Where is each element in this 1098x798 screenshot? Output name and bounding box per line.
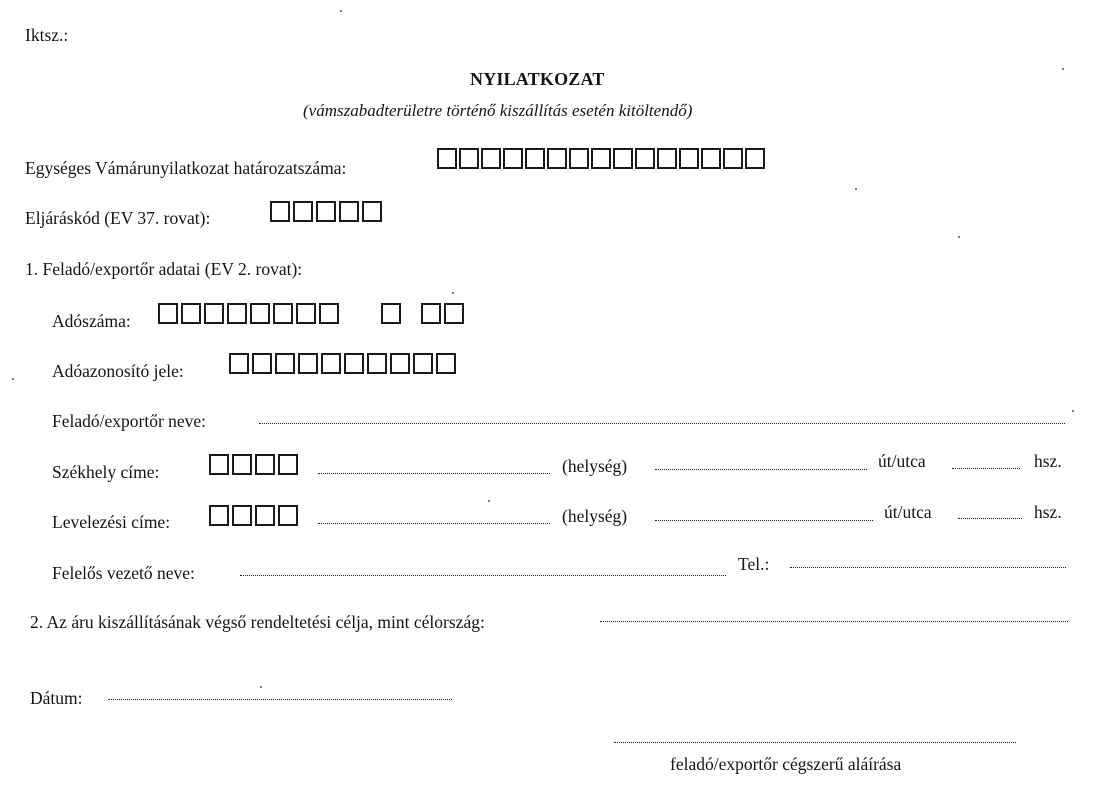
digit-box[interactable] (437, 148, 457, 169)
ev-decision-boxes[interactable] (437, 148, 767, 169)
tax-number-boxes-main[interactable] (158, 303, 342, 324)
date-line[interactable] (108, 697, 452, 700)
iktsz-label: Iktsz.: (25, 25, 69, 45)
procedure-code-label: Eljáráskód (EV 37. rovat): (25, 208, 211, 228)
digit-box[interactable] (569, 148, 589, 169)
digit-box[interactable] (481, 148, 501, 169)
postal-city-label: (helység) (562, 506, 628, 526)
postal-postcode-boxes[interactable] (209, 505, 301, 526)
scan-speck (958, 236, 960, 238)
scan-speck (488, 500, 490, 502)
scan-speck (452, 292, 454, 294)
signature-label: feladó/exportőr cégszerű aláírása (670, 754, 902, 774)
scan-speck (1072, 410, 1074, 412)
digit-box[interactable] (635, 148, 655, 169)
digit-box[interactable] (367, 353, 387, 374)
digit-box[interactable] (278, 454, 298, 475)
hq-postcode-boxes[interactable] (209, 454, 301, 475)
digit-box[interactable] (270, 201, 290, 222)
scan-speck (855, 188, 857, 190)
digit-box[interactable] (723, 148, 743, 169)
digit-box[interactable] (321, 353, 341, 374)
hq-house-number-label: hsz. (1034, 451, 1062, 471)
digit-box[interactable] (413, 353, 433, 374)
digit-box[interactable] (547, 148, 567, 169)
digit-box[interactable] (362, 201, 382, 222)
postal-street-label: út/utca (884, 502, 932, 522)
digit-box[interactable] (181, 303, 201, 324)
hq-city-label: (helység) (562, 456, 628, 476)
section2-label: 2. Az áru kiszállításának végső rendeltetési célja, mint célország: (30, 612, 485, 632)
digit-box[interactable] (296, 303, 316, 324)
phone-line[interactable] (790, 565, 1066, 568)
hq-street-label: út/utca (878, 451, 926, 471)
scan-speck (340, 10, 342, 12)
tax-number-label: Adószáma: (52, 311, 131, 331)
digit-box[interactable] (444, 303, 464, 324)
digit-box[interactable] (701, 148, 721, 169)
tax-number-boxes-region[interactable] (421, 303, 467, 324)
date-label: Dátum: (30, 688, 83, 708)
digit-box[interactable] (298, 353, 318, 374)
sender-name-label: Feladó/exportőr neve: (52, 411, 207, 431)
sender-name-line[interactable] (259, 421, 1065, 424)
digit-box[interactable] (344, 353, 364, 374)
digit-box[interactable] (339, 201, 359, 222)
digit-box[interactable] (250, 303, 270, 324)
signature-line[interactable] (614, 740, 1016, 743)
hq-house-number-line[interactable] (952, 466, 1020, 469)
digit-box[interactable] (436, 353, 456, 374)
postal-street-line[interactable] (655, 518, 873, 521)
digit-box[interactable] (293, 201, 313, 222)
digit-box[interactable] (657, 148, 677, 169)
digit-box[interactable] (381, 303, 401, 324)
digit-box[interactable] (158, 303, 178, 324)
digit-box[interactable] (255, 454, 275, 475)
digit-box[interactable] (319, 303, 339, 324)
scan-speck (12, 378, 14, 380)
hq-street-line[interactable] (655, 467, 867, 470)
tax-id-label: Adóazonosító jele: (52, 361, 184, 381)
digit-box[interactable] (525, 148, 545, 169)
digit-box[interactable] (232, 454, 252, 475)
digit-box[interactable] (459, 148, 479, 169)
digit-box[interactable] (278, 505, 298, 526)
scan-speck (1062, 68, 1064, 70)
postal-city-line[interactable] (318, 521, 550, 524)
digit-box[interactable] (679, 148, 699, 169)
digit-box[interactable] (255, 505, 275, 526)
digit-box[interactable] (227, 303, 247, 324)
digit-box[interactable] (421, 303, 441, 324)
document-subtitle: (vámszabadterületre történő kiszállítás esetén kitöltendő) (303, 101, 693, 120)
section1-label: 1. Feladó/exportőr adatai (EV 2. rovat): (25, 259, 303, 279)
postal-address-label: Levelezési címe: (52, 512, 171, 532)
digit-box[interactable] (591, 148, 611, 169)
digit-box[interactable] (613, 148, 633, 169)
procedure-code-boxes[interactable] (270, 201, 385, 222)
phone-label: Tel.: (738, 554, 770, 574)
digit-box[interactable] (204, 303, 224, 324)
digit-box[interactable] (273, 303, 293, 324)
digit-box[interactable] (209, 454, 229, 475)
destination-country-line[interactable] (600, 619, 1068, 622)
digit-box[interactable] (232, 505, 252, 526)
postal-house-number-label: hsz. (1034, 502, 1062, 522)
tax-number-boxes-vat[interactable] (381, 303, 404, 324)
digit-box[interactable] (503, 148, 523, 169)
hq-address-label: Székhely címe: (52, 462, 160, 482)
digit-box[interactable] (229, 353, 249, 374)
digit-box[interactable] (316, 201, 336, 222)
manager-name-label: Felelős vezető neve: (52, 563, 195, 583)
tax-id-boxes[interactable] (229, 353, 459, 374)
digit-box[interactable] (390, 353, 410, 374)
document-title: NYILATKOZAT (470, 69, 605, 89)
manager-name-line[interactable] (240, 573, 726, 576)
digit-box[interactable] (275, 353, 295, 374)
digit-box[interactable] (252, 353, 272, 374)
digit-box[interactable] (745, 148, 765, 169)
postal-house-number-line[interactable] (958, 516, 1022, 519)
digit-box[interactable] (209, 505, 229, 526)
scan-speck (260, 686, 262, 688)
hq-city-line[interactable] (318, 471, 550, 474)
ev-decision-label: Egységes Vámárunyilatkozat határozatszáma: (25, 158, 347, 178)
